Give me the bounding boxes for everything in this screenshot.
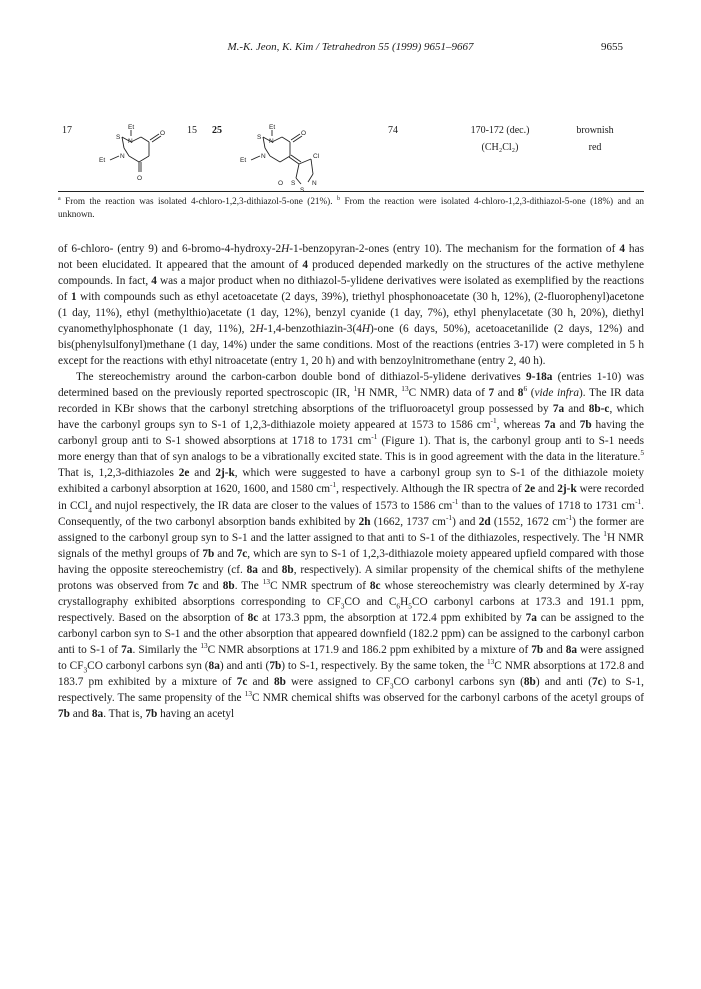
running-title: M.-K. Jeon, K. Kim / Tetrahedron 55 (1999) 9651–9667 (227, 41, 474, 53)
atom-o-bottom: O (137, 175, 143, 182)
atom-o-right: O (301, 130, 307, 137)
atom-s-ring-1: S (291, 180, 296, 187)
atom-n-ring: N (312, 180, 317, 187)
footnote-mark-b: b (337, 195, 340, 202)
melting-point: 170-172 (dec.) (470, 125, 530, 136)
table-footnote (58, 195, 644, 220)
footnote-a: From the reaction was isolated 4-chloro-1,2,3-dithiazol-5-one (21%). (65, 196, 333, 206)
atom-n-left: N (261, 153, 266, 160)
atom-n-top: N (269, 138, 274, 145)
entry-number: 17 (62, 125, 72, 136)
atom-s: S (116, 134, 121, 141)
yield-value: 74 (388, 125, 398, 136)
product-number: 25 (212, 125, 222, 136)
atom-s: S (257, 134, 262, 141)
atom-s-ring-2: S (300, 187, 305, 194)
chemical-structure-right (236, 122, 346, 197)
atom-o-ring: O (278, 180, 284, 187)
atom-et-top: Et (269, 124, 276, 131)
atom-n-left: N (120, 153, 125, 160)
footnote-mark-a: a (58, 195, 61, 202)
paragraph-1: of 6-chloro- (entry 9) and 6-bromo-4-hydroxy-2H-1-benzopyran-2-ones (entry 10). The mechanism for the formation of 4 has not been elucidated. It appeared that the amount of 4 produced depended markedly on the structures of the active methylene compounds. In fact, 4 was a major product when no dithiazol-5-ylidene derivatives were isolated as exemplified by the reactions of 1 with compounds such as ethyl acetoacetate (2 days, 39%), triethyl phosphonoacetate (30 h, 12%), (2-fluorophenyl)acetone (1 day, 11%), ethyl (methylthio)acetate (1 day, 12%), benzyl cyanide (1 day, 7%), ethyl phenylacetate (30 h, 20%), diethyl cyanomethylphosphonate (1 day, 11%), 2H-1,4-benzothiazin-3(4H)-one (6 days, 50%), acetoacetanilide (2 days, 12%) and bis(phenylsulfonyl)methane (1 day, 14%) under the same conditions. Most of the reactions (entries 3-17) were completed in 5 h except for the reactions with ethyl nitroacetate (entry 1, 20 h) and with benzoylnitromethane (entry 2, 40 h). (58, 243, 645, 368)
atom-et-left: Et (99, 157, 106, 164)
color-line-2: red (588, 142, 602, 153)
footnote-b: From the reaction were isolated 4-chloro-1,2,3-dithiazol-5-one (18%) and an unknown. (58, 196, 644, 219)
atom-et-top: Et (128, 124, 135, 131)
page-number: 9655 (601, 41, 623, 53)
atom-et-left: Et (240, 157, 247, 164)
atom-n-top: N (128, 138, 133, 145)
paragraph-2: The stereochemistry around the carbon-carbon double bond of dithiazol-5-ylidene derivatives 9-18a (entries 1-10) was determined based on the previously reported spectroscopic (IR, $^1$H NMR, $^{13}$C NMR) data of 7 and $8^6$ (vide infra). The IR data recorded in KBr shows that the carbonyl stretching absorptions of the trifluoroacetyl group possessed by 7a and 8b-c, which have the carbonyl groups syn to S-1 of 1,2,3-dithiazole moiety appeared at 1573 to 1586 $cm^{-1}$, whereas 7a and 7b having the carbonyl group anti to S-1 showed absorptions at 1718 to 1731 $cm^{-1}$ (Figure 1). That is, the carbonyl group anti to S-1 needs more energy than that of syn analogs to be a vibrationally excited state. This is in good agreement with the data in the literature.$^5$ That is, 1,2,3-dithiazoles 2e and 2j-k, which were suggested to have a carbonyl group syn to S-1 of the dithiazole moiety exhibited a carbonyl absorption at 1620, 1600, and 1580 $cm^{-1}$, respectively. Although the IR spectra of 2e and 2j-k were recorded in CCl$_4$ and nujol respectively, the IR data are closer to the values of 1573 to 1586 $cm^{-1}$ than to the values of 1718 to 1731 $cm^{-1}$. Consequently, of the two carbonyl absorption bands exhibited by 2h (1662, 1737 $cm^{-1}$) and 2d (1552, 1672 $cm^{-1}$) the former are assigned to the carbonyl group syn to S-1 and the latter assigned to that anti to S-1 of the dithiazoles, respectively. The $^1$H NMR signals of the methyl groups of 7b and 7c, which are syn to S-1 of 1,2,3-dithiazole moiety appeared upfield compared with those having the opposite stereochemistry (cf. 8a and 8b, respectively). A similar propensity of the chemical shifts of the methylene protons was observed from 7c and 8b. The $^{13}$C NMR spectrum of 8c whose stereochemistry was clearly determined by X-ray crystallography exhibited absorptions corresponding to $CF_3CO$ and $C_6H_5CO$ carbonyl carbons at 173.3 and 191.1 ppm, respectively. Based on the absorption of 8c at 173.3 ppm, the absorption at 172.4 ppm exhibited by 7a can be assigned to the carbonyl carbon syn to S-1 and the other absorption that appeared downfield (182.2 ppm) can be assigned to the carbonyl carbon anti to S-1 of 7a. Similarly the $^{13}$C NMR absorptions at 171.9 and 186.2 ppm exhibited by a mixture of 7b and 8a were assigned to $CF_3CO$ carbonyl carbons syn (8a) and anti (7b) to S-1, respectively. By the same token, the $^{13}$C NMR absorptions at 172.8 and 183.7 pm exhibited by a mixture of 7c and 8b were assigned to $CF_3CO$ carbonyl carbons syn (8b) and anti (7c) to S-1, respectively. The same propensity of the $^{13}$C NMR chemical shifts was observed for the carbonyl carbons of the acetyl groups of 7b and 8a. That is, 7b having an acetyl (58, 371, 645, 720)
color-line-1: brownish (576, 125, 614, 136)
body-text (58, 241, 644, 722)
atom-o-right: O (160, 130, 166, 137)
reference-number: 15 (187, 125, 197, 136)
table-bottom-rule (58, 191, 644, 192)
chemical-structure-left (95, 122, 180, 184)
atom-cl: Cl (313, 153, 320, 160)
recrystallization-solvent: (CH₂Cl₂) (481, 142, 519, 153)
